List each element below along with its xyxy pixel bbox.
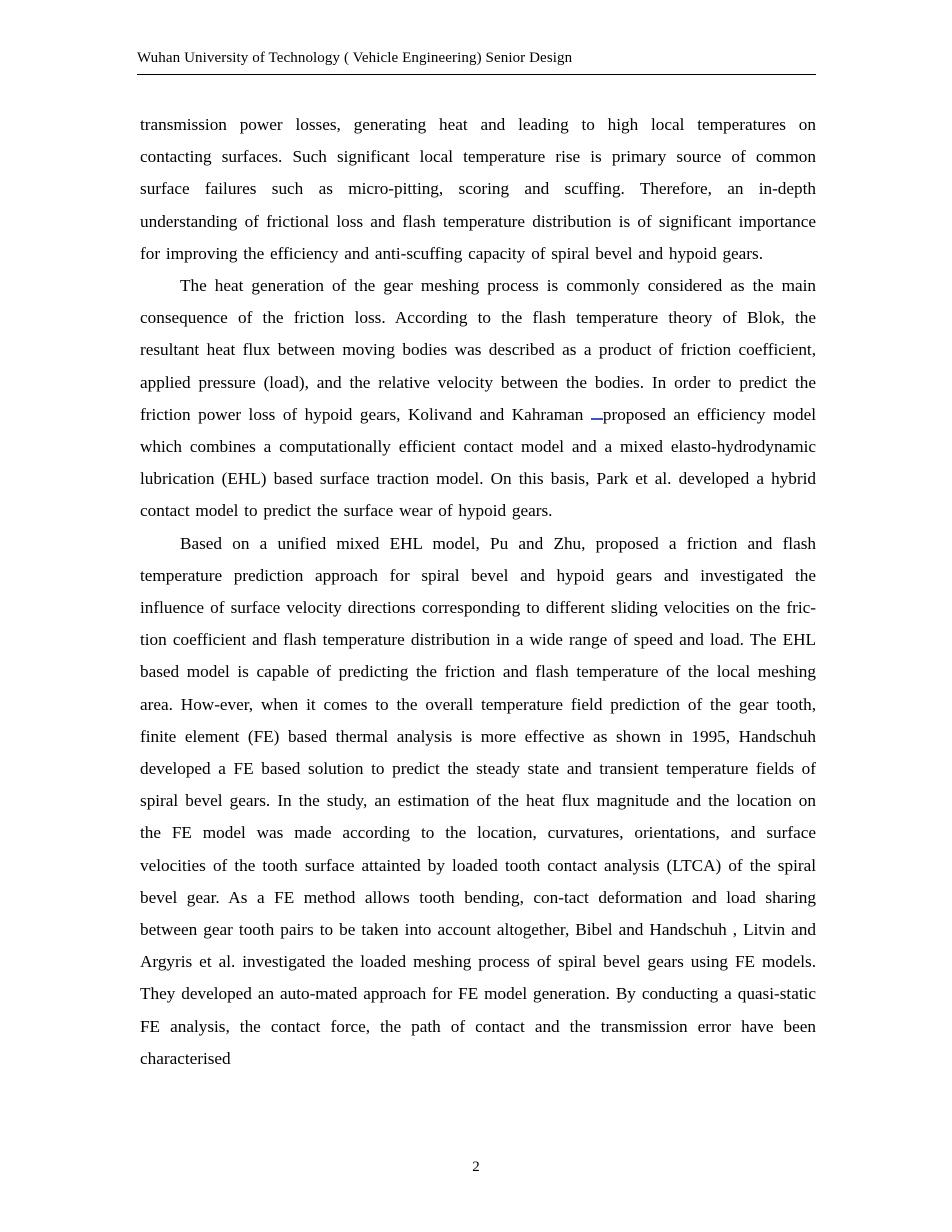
page-footer — [0, 1158, 952, 1176]
paragraph-text: The heat generation of the gear meshing process is commonly considered as the main consequence of the friction loss. According to the flash temperature theory of Blok, the resultant heat flux between moving bodies was described as a product of friction coefficient, applied pressure (load), and the relative velocity between the bodies. In order to predict the friction power loss of hypoid gears, Kolivand and Kahraman — [140, 276, 816, 424]
paragraph — [140, 270, 816, 528]
hyperlink-underscore-mark[interactable] — [591, 405, 603, 420]
paragraph-text: transmission power losses, generating heat and leading to high local temperatures on contacting surfaces. Such significant local temperature rise is primary source of common surface failures such as micro-pitting, scoring and scuffing. Therefore, an in-depth understanding of frictional loss and flash temperature distribution is of significant importance for improving the efficiency and anti-scuffing capacity of spiral bevel and hypoid gears. — [140, 115, 816, 263]
paragraph — [140, 109, 816, 270]
page-number: 2 — [472, 1159, 480, 1175]
paragraph-text: Based on a unified mixed EHL model, Pu and Zhu, proposed a friction and flash temperature prediction approach for spiral bevel and hypoid gears and investigated the influence of surface velocity directions corresponding to different sliding velocities on the fric-tion coefficient and flash temperature distribution in a wide range of speed and load. The EHL based model is capable of predicting the friction and flash temperature of the local meshing area. How-ever, when it comes to the overall temperature field prediction of the gear tooth, finite element (FE) based thermal analysis is more effective as shown in 1995, Handschuh developed a FE based solution to predict the steady state and transient temperature fields of spiral bevel gears. In the study, an estimation of the heat flux magnitude and the location on the FE model was made according to the location, curvatures, orientations, and surface velocities of the tooth surface attainted by loaded tooth contact analysis (LTCA) of the spiral bevel gear. As a FE method allows tooth bending, con-tact deformation and load sharing between gear tooth pairs to be taken into account altogether, Bibel and Handschuh , Litvin and Argyris et al. investigated the loaded meshing process of spiral bevel gears using FE models. They developed an auto-mated approach for FE model generation. By conducting a quasi-static FE analysis, the contact force, the path of contact and the transmission error have been characterised — [140, 533, 816, 1068]
paragraph-text: proposed an efficiency model which combines a computationally efficient contact model and a mixed elasto-hydrodynamic lubrication (EHL) based surface traction model. On this basis, Park et al. developed a hybrid contact model to predict the surface wear of hypoid gears. — [140, 404, 816, 521]
body-content — [140, 109, 816, 1075]
header-title: Wuhan University of Technology ( Vehicle Engineering) Senior Design — [137, 50, 573, 66]
page-header — [137, 50, 816, 75]
paragraph — [140, 528, 816, 1075]
